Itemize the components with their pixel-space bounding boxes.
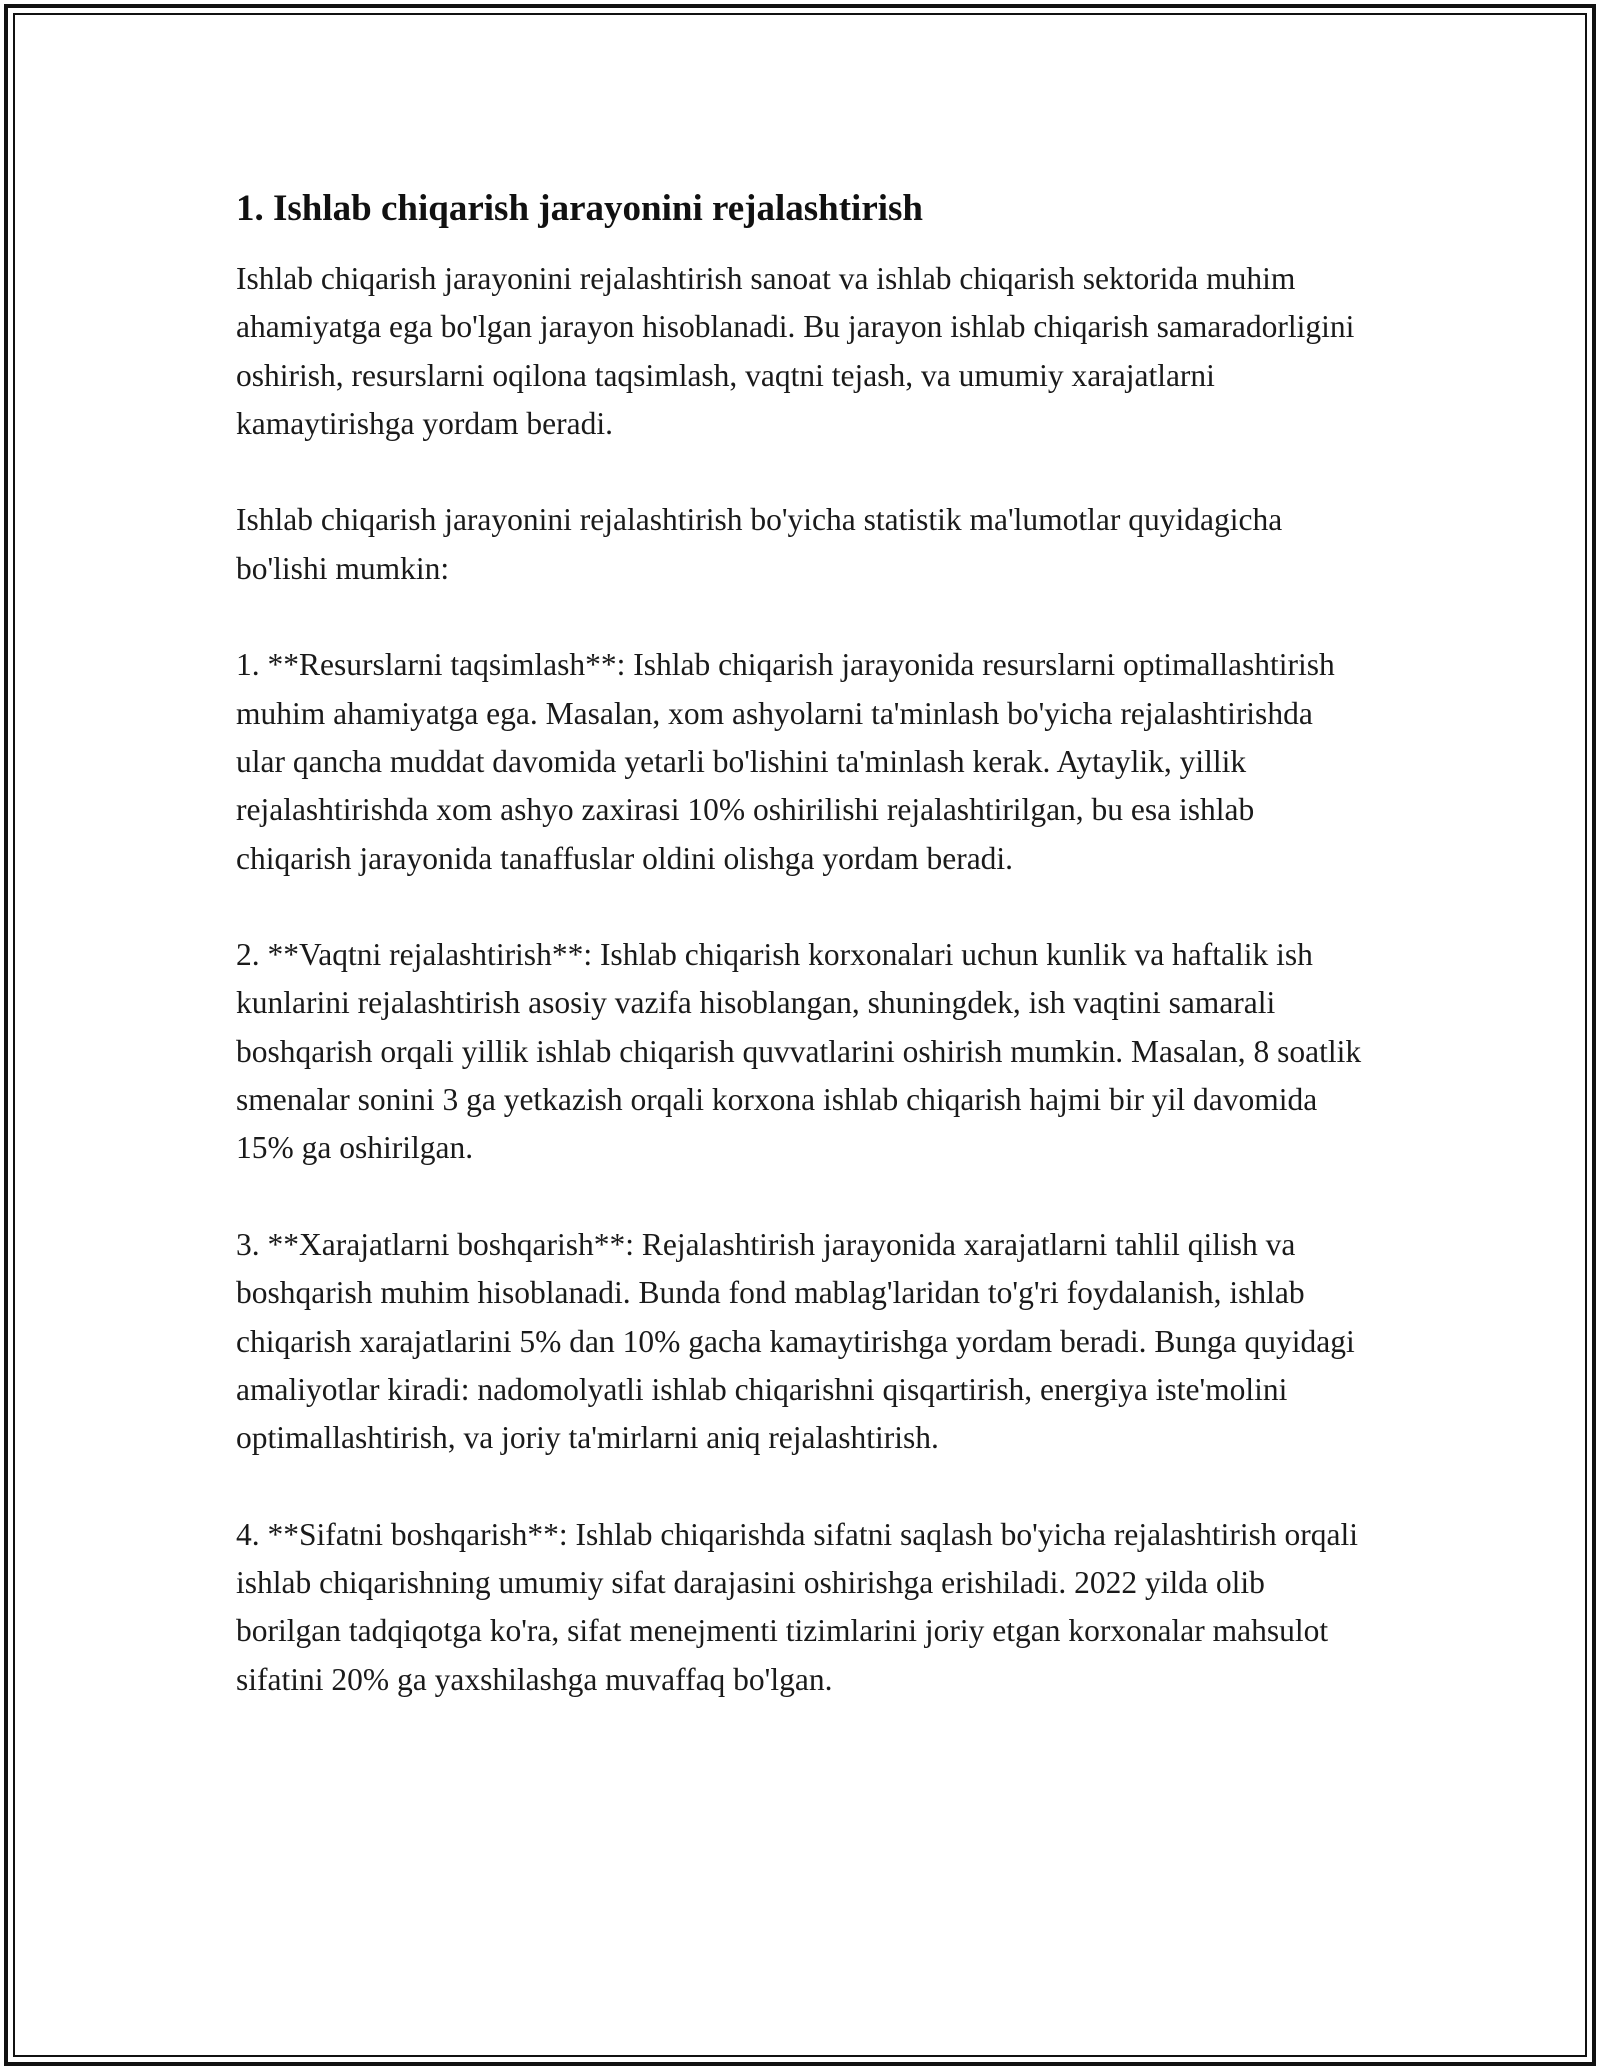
list-item-costs: 3. **Xarajatlarni boshqarish**: Rejalashtirish jarayonida xarajatlarni tahlil qilish va boshqarish muhim hisoblanadi. Bunda fond mablag'laridan to'g'ri foydalanish, ishlab chiqarish xarajatlarini 5% dan 10% gacha kamaytirishga yordam beradi. Bunga quyidagi amaliyotlar kiradi: nadomolyatli ishlab chiqarishni qisqartirish, energiya iste'molini optimallashtirish, va joriy ta'mirlarni aniq rejalashtirish. [236,1226,1355,1456]
section-heading: 1. Ishlab chiqarish jarayonini rejalashtirish [236,188,924,229]
list-item-resources: 1. **Resurslarni taqsimlash**: Ishlab chiqarish jarayonida resurslarni optimallashtirish muhim ahamiyatga ega. Masalan, xom ashyolarni ta'minlash bo'yicha rejalashtirishda ular qancha muddat davomida yetarli bo'lishini ta'minlash kerak. Aytaylik, yillik rejalashtirishda xom ashyo zaxirasi 10% oshirilishi rejalashtirilgan, bu esa ishlab chiqarish jarayonida tanaffuslar oldini olishga yordam beradi. [236,647,1335,876]
document-body [236,185,1366,1704]
intro-paragraph: Ishlab chiqarish jarayonini rejalashtirish sanoat va ishlab chiqarish sektorida muhim ahamiyatga ega bo'lgan jarayon hisoblanadi. Bu jarayon ishlab chiqarish samaradorligini oshirish, resurslarni oqilona taqsimlash, vaqtni tejash, va umumiy xarajatlarni kamaytirishga yordam beradi. [236,261,1355,441]
stats-intro-paragraph: Ishlab chiqarish jarayonini rejalashtirish bo'yicha statistik ma'lumotlar quyidagicha bo'lishi mumkin: [236,502,1283,586]
list-item-quality: 4. **Sifatni boshqarish**: Ishlab chiqarishda sifatni saqlash bo'yicha rejalashtirish orqali ishlab chiqarishning umumiy sifat darajasini oshirishga erishiladi. 2022 yilda olib borilgan tadqiqotga ko'ra, sifat menejmenti tizimlarini joriy etgan korxonalar mahsulot sifatini 20% ga yaxshilashga muvaffaq bo'lgan. [236,1516,1358,1697]
list-item-time: 2. **Vaqtni rejalashtirish**: Ishlab chiqarish korxonalari uchun kunlik va haftalik ish kunlarini rejalashtirish asosiy vazifa hisoblangan, shuningdek, ish vaqtini samarali boshqarish orqali yillik ishlab chiqarish quvvatlarini oshirish mumkin. Masalan, 8 soatlik smenalar sonini 3 ga yetkazish orqali korxona ishlab chiqarish hajmi bir yil davomida 15% ga oshirilgan. [236,937,1362,1166]
